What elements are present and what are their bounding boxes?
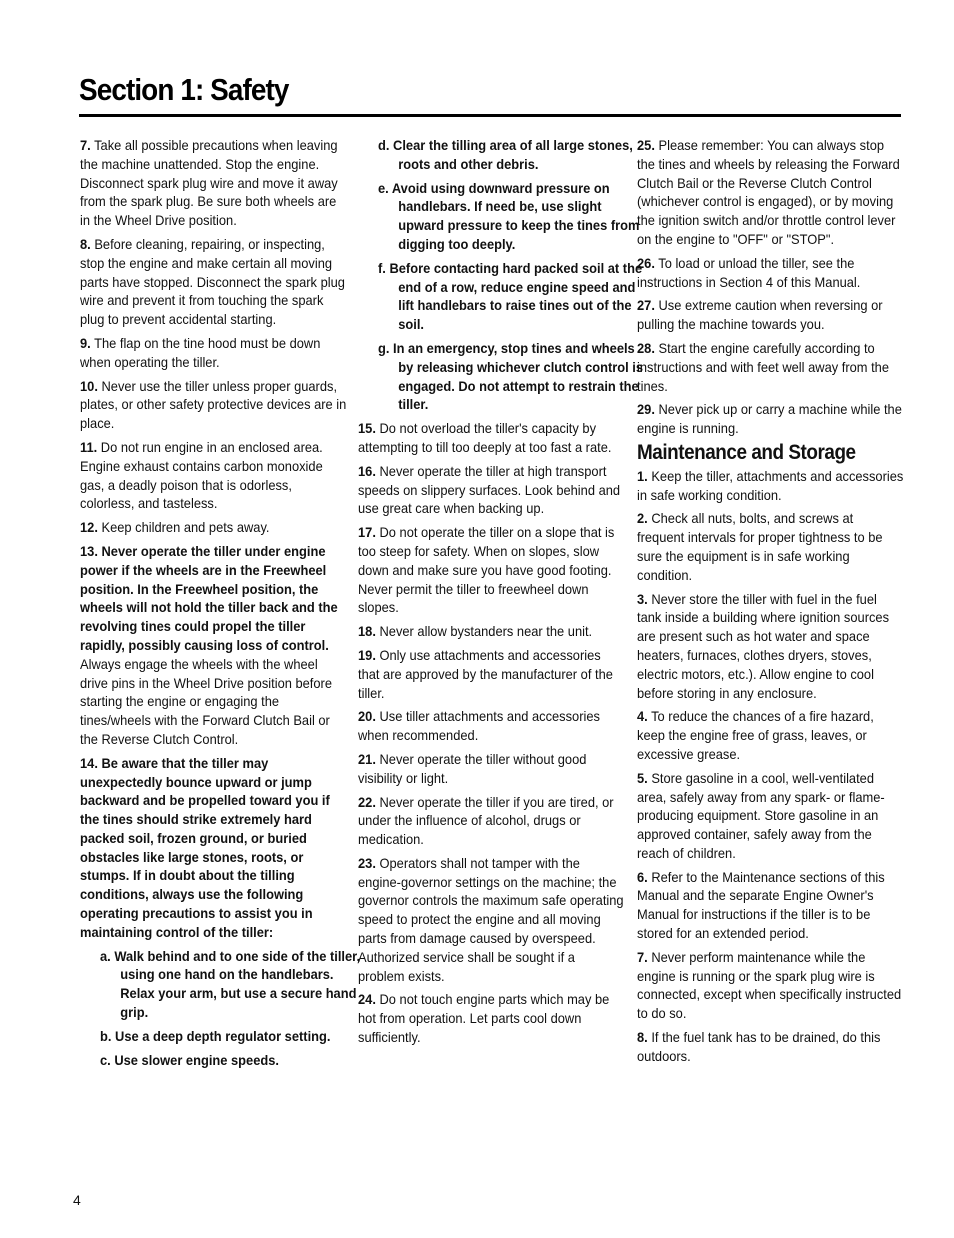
column-2 xyxy=(358,136,644,1052)
item-number: 14. xyxy=(80,754,98,771)
item-text: Do not touch engine parts which may be hot from operation. Let parts cool down sufficiently. xyxy=(358,991,610,1046)
item-text: Store gasoline in a cool, well-ventilated area, safely away from any spark- or flame-producing equipment. Store gasoline in an approved container, safely away from the reach of children. xyxy=(637,769,885,861)
item-text: Start the engine carefully according to instructions and with feet well away from the tines. xyxy=(637,339,889,394)
item-number: 25. xyxy=(637,137,655,153)
item-text: Always engage the wheels with the wheel drive pins in the Wheel Drive position before starting the engine or engaging the tines/wheels with the Forward Clutch Bail or the Reverse Clutch Control. xyxy=(80,655,333,747)
paragraph xyxy=(80,136,347,230)
item-number: 29. xyxy=(637,401,655,418)
item-number: 24. xyxy=(358,991,376,1008)
item-number: 8. xyxy=(80,235,91,252)
paragraph xyxy=(358,750,625,788)
item-text: To load or unload the tiller, see the instructions in Section 4 of this Manual. xyxy=(637,254,861,290)
item-number: 9. xyxy=(80,334,91,351)
item-text: Take all possible precautions when leaving the machine unattended. Stop the engine. Disconnect spark plug wire and move it away from the spark plug. Be sure both wheels are in the Wheel Drive position. xyxy=(80,137,338,229)
item-number: 27. xyxy=(637,297,655,314)
section-heading: Maintenance and Storage xyxy=(637,440,856,464)
paragraph xyxy=(637,868,904,943)
paragraph xyxy=(637,296,904,334)
paragraph xyxy=(637,339,904,395)
item-text: Never use the tiller unless proper guards, plates, or other safety protective devices are in place. xyxy=(80,377,347,432)
paragraph xyxy=(358,990,625,1046)
item-number: 5. xyxy=(637,769,648,786)
paragraph xyxy=(637,1028,904,1066)
sub-item-letter: g. xyxy=(378,339,390,356)
item-number: 11. xyxy=(80,438,98,455)
paragraph xyxy=(358,523,625,617)
paragraph xyxy=(637,590,904,703)
sub-item-text: Use a deep depth regulator setting. xyxy=(115,1027,331,1044)
item-text: Use extreme caution when reversing or pulling the machine towards you. xyxy=(637,297,883,333)
item-text: Before cleaning, repairing, or inspecting, stop the engine and make certain all moving parts have stopped. Disconnect the spark plug wire and prevent it from touching the spark plug to prevent accidental starting. xyxy=(80,235,345,328)
paragraph xyxy=(637,769,904,863)
item-number: 16. xyxy=(358,462,376,479)
item-number: 3. xyxy=(637,590,648,607)
bold-text: Be aware that the tiller may unexpectedly bounce upward or jump backward and be propelled toward you if the tines should strike extremely hard packed soil, frozen ground, or buried obstacles like large stones, roots, or stumps. If in doubt about the tilling conditions, always use the following operating precautions to assist you in maintaining control of the tiller: xyxy=(80,754,330,940)
sub-item-letter: e. xyxy=(378,179,389,196)
paragraph xyxy=(378,339,647,414)
paragraph xyxy=(80,438,347,513)
item-number: 15. xyxy=(358,420,376,437)
item-text: Operators shall not tamper with the engine-governor settings on the machine; the governor controls the maximum safe operating speed to protect the engine and all moving parts from damage caused by overspeed. Authorized service shall be sought if a problem exists. xyxy=(358,854,624,984)
sub-item-letter: d. xyxy=(378,137,390,153)
paragraph xyxy=(378,259,647,334)
sub-item-text: Avoid using downward pressure on handlebars. If need be, use slight upward pressure to keep the tines from digging too deeply. xyxy=(391,179,640,252)
sub-item-letter: f. xyxy=(378,259,386,276)
paragraph xyxy=(80,334,347,372)
page-title: Section 1: Safety xyxy=(79,72,289,107)
item-text: Do not run engine in an enclosed area. Engine exhaust contains carbon monoxide gas, a deadly poison that is odorless, colorless, and tasteless. xyxy=(80,438,323,512)
item-text: Never allow bystanders near the unit. xyxy=(375,623,593,640)
item-number: 20. xyxy=(358,708,376,725)
paragraph xyxy=(100,947,369,1022)
paragraph xyxy=(358,793,625,849)
item-text: Check all nuts, bolts, and screws at frequent intervals for proper tightness to be sure the equipment is in safe working condition. xyxy=(637,510,883,583)
sub-item-text: Before contacting hard packed soil at the end of a row, reduce engine speed and lift handlebars to raise tines out of the soil. xyxy=(389,259,643,333)
paragraph xyxy=(80,518,347,537)
item-number: 1. xyxy=(637,467,648,484)
item-number: 2. xyxy=(637,510,648,527)
item-number: 7. xyxy=(637,948,648,965)
paragraph xyxy=(80,542,347,749)
paragraph xyxy=(80,754,347,942)
item-text: Never operate the tiller without good visibility or light. xyxy=(358,750,587,786)
item-number: 12. xyxy=(80,519,98,536)
item-text: Do not operate the tiller on a slope that is too steep for safety. When on slopes, slow down and make sure you have good footing. Never permit the tiller to freewheel down slopes. xyxy=(358,524,615,616)
paragraph xyxy=(358,707,625,745)
paragraph xyxy=(358,419,625,457)
item-number: 17. xyxy=(358,524,376,541)
item-text: Do not overload the tiller's capacity by attempting to till too deeply at too fast a rate. xyxy=(358,420,612,455)
column-1 xyxy=(80,136,361,1074)
item-text: Use tiller attachments and accessories when recommended. xyxy=(358,708,600,744)
item-number: 18. xyxy=(358,623,376,640)
item-text: If the fuel tank has to be drained, do this outdoors. xyxy=(637,1029,881,1064)
paragraph xyxy=(637,400,904,438)
item-text: Only use attachments and accessories that are approved by the manufacturer of the tiller. xyxy=(358,646,613,701)
paragraph xyxy=(378,136,647,174)
sub-item-letter: b. xyxy=(100,1027,112,1044)
item-text: Never operate the tiller at high transport speeds on slippery surfaces. Look behind and use great care when backing up. xyxy=(358,462,621,517)
item-text: Keep children and pets away. xyxy=(97,519,270,536)
title-rule xyxy=(79,114,901,117)
paragraph xyxy=(637,509,904,584)
sub-item-text: In an emergency, stop tines and wheels by releasing whichever clutch control is engaged. Do not attempt to restrain the tiller. xyxy=(393,339,644,413)
paragraph xyxy=(100,1027,369,1046)
bold-text: Never operate the tiller under engine power if the wheels are in the Freewheel position. In the Freewheel position, the wheels will not hold the tiller back and the revolving tines could propel the tiller rapidly, possibly causing loss of control. xyxy=(80,542,338,653)
sub-item-letter: c. xyxy=(100,1051,111,1068)
paragraph xyxy=(80,235,347,329)
paragraph xyxy=(637,467,904,505)
page-number: 4 xyxy=(73,1192,81,1208)
item-number: 8. xyxy=(637,1029,648,1046)
item-number: 13. xyxy=(80,542,98,559)
item-number: 23. xyxy=(358,854,376,871)
item-text: The flap on the tine hood must be down when operating the tiller. xyxy=(80,334,321,370)
paragraph xyxy=(358,462,625,518)
item-number: 28. xyxy=(637,339,655,356)
paragraph xyxy=(378,179,647,254)
sub-item-text: Clear the tilling area of all large stones, roots and other debris. xyxy=(393,137,633,172)
paragraph xyxy=(358,854,625,986)
item-text: Never operate the tiller if you are tired, or under the influence of alcohol, drugs or medication. xyxy=(358,793,614,848)
paragraph xyxy=(100,1051,369,1070)
sub-item-text: Walk behind and to one side of the tiller, using one hand on the handlebars. Relax your arm, but use a secure hand grip. xyxy=(114,947,361,1021)
paragraph xyxy=(637,254,904,292)
item-number: 10. xyxy=(80,377,98,394)
paragraph xyxy=(637,136,904,249)
item-text: Never perform maintenance while the engine is running or the spark plug wire is connected, except when specifically instructed to do so. xyxy=(637,948,902,1022)
item-number: 7. xyxy=(80,137,91,153)
item-number: 22. xyxy=(358,793,376,810)
item-text: Never store the tiller with fuel in the fuel tank inside a building where ignition sources are present such as hot water and space heaters, furnaces, clothes dryers, stoves, electric motors, etc.). Allow engine to cool before storing in any enclosure. xyxy=(637,590,890,701)
paragraph xyxy=(358,622,625,641)
item-number: 6. xyxy=(637,868,648,885)
paragraph xyxy=(358,646,625,702)
item-text: Never pick up or carry a machine while the engine is running. xyxy=(637,401,902,437)
paragraph xyxy=(80,377,347,433)
sub-item-text: Use slower engine speeds. xyxy=(114,1051,279,1068)
item-number: 19. xyxy=(358,646,376,663)
sub-item-letter: a. xyxy=(100,947,111,964)
item-text: Please remember: You can always stop the tines and wheels by releasing the Forward Clutch Bail or the Reverse Clutch Control (whichever control is engaged), or by moving the ignition switch and/or throttle control lever on the engine to "OFF" or "STOP". xyxy=(637,137,900,247)
item-number: 21. xyxy=(358,750,376,767)
item-number: 4. xyxy=(637,708,648,725)
paragraph xyxy=(637,948,904,1023)
column-3 xyxy=(637,136,905,1071)
paragraph xyxy=(637,707,904,763)
item-text: To reduce the chances of a fire hazard, keep the engine free of grass, leaves, or excessive grease. xyxy=(637,708,874,762)
item-text: Refer to the Maintenance sections of this Manual and the separate Engine Owner's Manual for instructions if the tiller is to be stored for an extended period. xyxy=(637,868,885,942)
item-number: 26. xyxy=(637,254,655,271)
item-text: Keep the tiller, attachments and accessories in safe working condition. xyxy=(637,467,904,503)
